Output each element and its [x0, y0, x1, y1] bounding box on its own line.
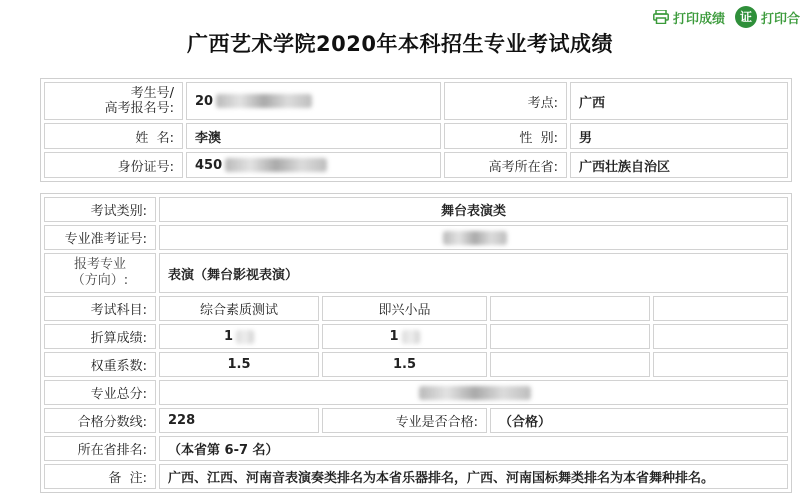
table-row — [44, 464, 788, 489]
remark-value: 广西、江西、河南音表演奏类排名为本省乐器排名，广西、河南国标舞类排名为本省舞种排名。 — [159, 464, 788, 489]
redacted-mask — [443, 231, 507, 245]
gender-value: 男 — [570, 123, 788, 149]
weight-4-empty — [653, 352, 788, 377]
exam-site-label: 考点: — [444, 82, 567, 120]
total-score-label: 专业总分: — [44, 380, 156, 405]
gender-label: 性 别: — [444, 123, 567, 149]
printer-icon — [653, 10, 669, 24]
gaokao-province-label: 高考所在省: — [444, 152, 567, 178]
pass-line-value: 228 — [159, 408, 319, 433]
converted-score-3-empty — [490, 324, 650, 349]
converted-score-4-empty — [653, 324, 788, 349]
toolbar — [653, 6, 800, 28]
print-score-label: 打印成绩 — [672, 11, 725, 27]
pass-line-label: 合格分数线: — [44, 408, 156, 433]
table-row — [44, 324, 788, 349]
candidate-info-table — [40, 78, 792, 182]
print-certificate-label: 打印合 — [760, 11, 800, 27]
weight-3-empty — [490, 352, 650, 377]
weight-1: 1.5 — [159, 352, 319, 377]
converted-score-1: 1 — [159, 324, 319, 349]
total-score-value — [159, 380, 788, 405]
subject-4-empty — [653, 296, 788, 321]
exam-number-label: 考生号/ 高考报名号: — [44, 82, 183, 120]
subjects-label: 考试科目: — [44, 296, 156, 321]
exam-number-value: 20 — [186, 82, 441, 120]
rank-value: （本省第 6-7 名） — [159, 436, 788, 461]
table-row — [44, 436, 788, 461]
exam-category-value: 舞台表演类 — [159, 197, 788, 222]
id-number-value: 450 — [186, 152, 441, 178]
table-row — [44, 82, 788, 120]
redacted-mask — [419, 386, 531, 400]
subject-2: 即兴小品 — [322, 296, 487, 321]
certificate-icon: 证 — [735, 6, 757, 28]
remark-label: 备 注: — [44, 464, 156, 489]
subject-1: 综合素质测试 — [159, 296, 319, 321]
redacted-mask — [402, 330, 420, 344]
page-title: 广西艺术学院2020年本科招生专业考试成绩 — [187, 32, 613, 56]
qualified-label: 专业是否合格: — [322, 408, 487, 433]
redacted-mask — [236, 330, 254, 344]
name-label: 姓 名: — [44, 123, 183, 149]
weight-2: 1.5 — [322, 352, 487, 377]
id-number-label: 身份证号: — [44, 152, 183, 178]
table-row — [44, 123, 788, 149]
table-row — [44, 408, 788, 433]
qualified-value: （合格） — [490, 408, 788, 433]
redacted-mask — [225, 158, 327, 172]
table-row — [44, 253, 788, 293]
print-score-button[interactable] — [653, 8, 725, 27]
exam-score-table — [40, 193, 792, 493]
major-value: 表演（舞台影视表演） — [159, 253, 788, 293]
admission-ticket-value — [159, 225, 788, 250]
table-row — [44, 225, 788, 250]
print-certificate-button[interactable] — [735, 6, 800, 28]
exam-category-label: 考试类别: — [44, 197, 156, 222]
rank-label: 所在省排名: — [44, 436, 156, 461]
table-row — [44, 197, 788, 222]
exam-site-value: 广西 — [570, 82, 788, 120]
converted-score-label: 折算成绩: — [44, 324, 156, 349]
subject-3-empty — [490, 296, 650, 321]
major-label: 报考专业 （方向）: — [44, 253, 156, 293]
redacted-mask — [216, 94, 312, 108]
weight-label: 权重系数: — [44, 352, 156, 377]
converted-score-2: 1 — [322, 324, 487, 349]
admission-ticket-label: 专业准考证号: — [44, 225, 156, 250]
gaokao-province-value: 广西壮族自治区 — [570, 152, 788, 178]
table-row — [44, 352, 788, 377]
name-value: 李澳 — [186, 123, 441, 149]
table-row — [44, 152, 788, 178]
table-row — [44, 380, 788, 405]
table-row — [44, 296, 788, 321]
